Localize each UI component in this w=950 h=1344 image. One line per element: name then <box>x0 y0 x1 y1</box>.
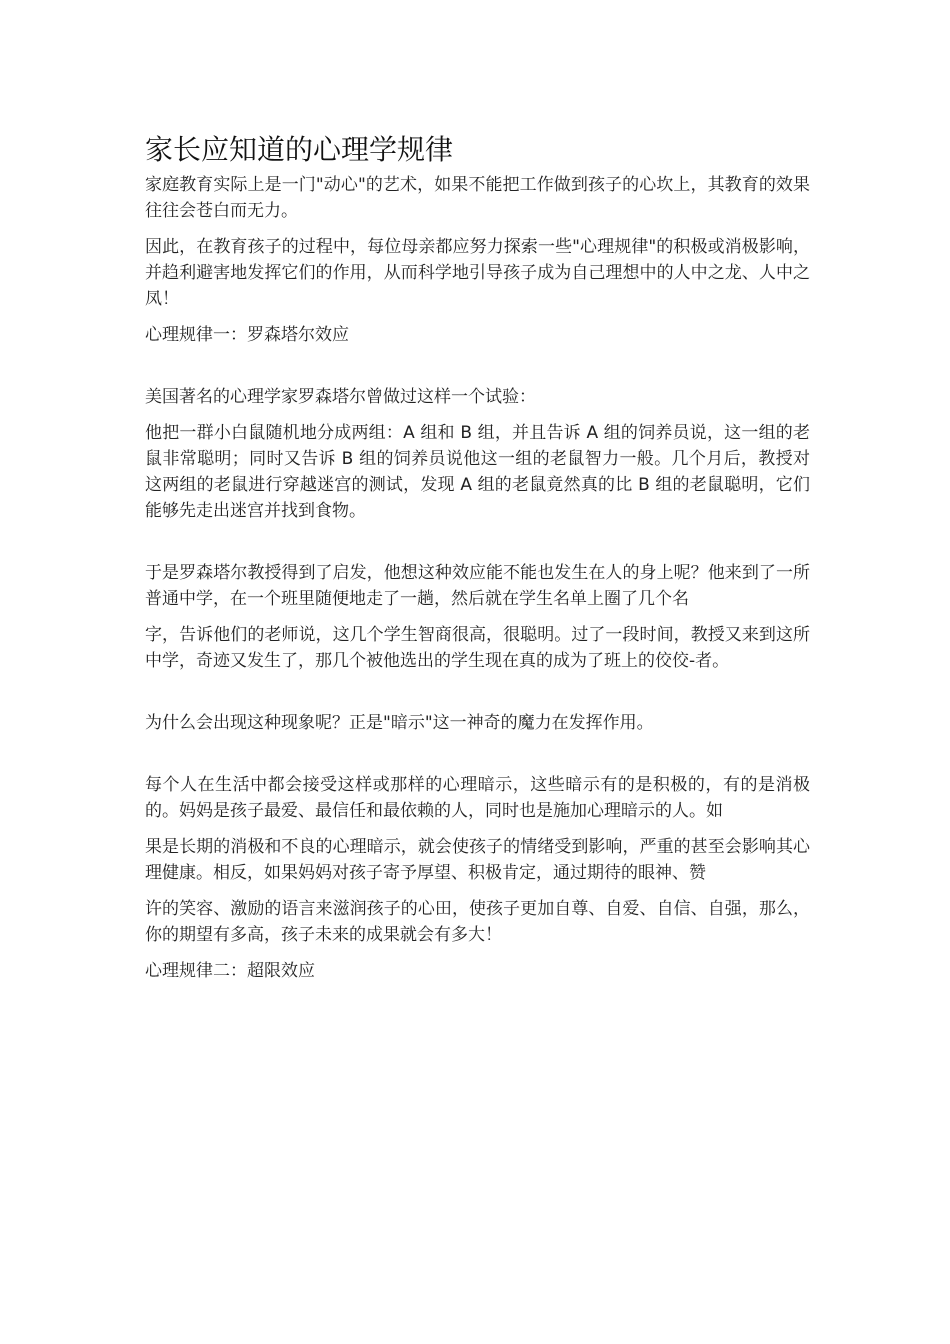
spacer <box>145 674 810 710</box>
paragraph-school-result: 字，告诉他们的老师说，这几个学生智商很高，很聪明。过了一段时间，教授又来到这所中学，奇迹又发生了，那几个被他选出的学生现在真的成为了班上的佼佼-者。 <box>145 625 810 671</box>
paragraph-suggestion-question: 为什么会出现这种现象呢？正是"暗示"这一神奇的魔力在发挥作用。 <box>145 713 654 733</box>
paragraph-experiment-intro: 美国著名的心理学家罗森塔尔曾做过这样一个试验： <box>145 387 536 407</box>
paragraph-suggestion-explain: 每个人在生活中都会接受这样或那样的心理暗示，这些暗示有的是积极的，有的是消极的。妈妈是孩子最爱、最信任和最依赖的人，同时也是施加心理暗示的人。如 <box>145 775 810 821</box>
paragraph-school-experiment: 于是罗森塔尔教授得到了启发，他想这种效应能不能也发生在人的身上呢？他来到了一所普通中学，在一个班里随便地走了一趟，然后就在学生名单上圈了几个名 <box>145 563 810 609</box>
document-title: 家长应知道的心理学规律 <box>145 133 454 166</box>
section-heading-rule-two: 心理规律二：超限效应 <box>145 961 315 981</box>
spacer <box>145 348 810 384</box>
document-page <box>145 132 810 984</box>
spacer <box>145 886 810 896</box>
spacer <box>145 410 810 420</box>
spacer <box>145 612 810 622</box>
spacer <box>145 312 810 322</box>
spacer <box>145 224 810 234</box>
paragraph-negative-suggestion: 果是长期的消极和不良的心理暗示，就会使孩子的情绪受到影响，严重的甚至会影响其心理健康。相反，如果妈妈对孩子寄予厚望、积极肯定，通过期待的眼神、赞 <box>145 837 810 883</box>
spacer <box>145 736 810 772</box>
section-heading-rule-one: 心理规律一：罗森塔尔效应 <box>145 325 349 345</box>
spacer <box>145 824 810 834</box>
paragraph-expectation: 许的笑容、激励的语言来滋润孩子的心田，使孩子更加自尊、自爱、自信、自强，那么，你的期望有多高，孩子未来的成果就会有多大！ <box>145 899 810 945</box>
paragraph-intro: 家庭教育实际上是一门"动心"的艺术，如果不能把工作做到孩子的心坎上，其教育的效果往往会苍白而无力。 <box>145 175 810 221</box>
paragraph-mouse-experiment: 他把一群小白鼠随机地分成两组：A 组和 B 组，并且告诉 A 组的饲养员说，这一组的老鼠非常聪明；同时又告诉 B 组的饲养员说他这一组的老鼠智力一般。几个月后，教授对这两组的老鼠进行穿越迷宫的测试，发现 A 组的老鼠竟然真的比 B 组的老鼠聪明，它们能够先走出迷宫并找到食物。 <box>145 423 810 521</box>
paragraph-purpose: 因此，在教育孩子的过程中，每位母亲都应努力探索一些"心理规律"的积极或消极影响，并趋利避害地发挥它们的作用，从而科学地引导孩子成为自己理想中的人中之龙、人中之凤！ <box>145 237 810 309</box>
spacer <box>145 948 810 958</box>
spacer <box>145 524 810 560</box>
